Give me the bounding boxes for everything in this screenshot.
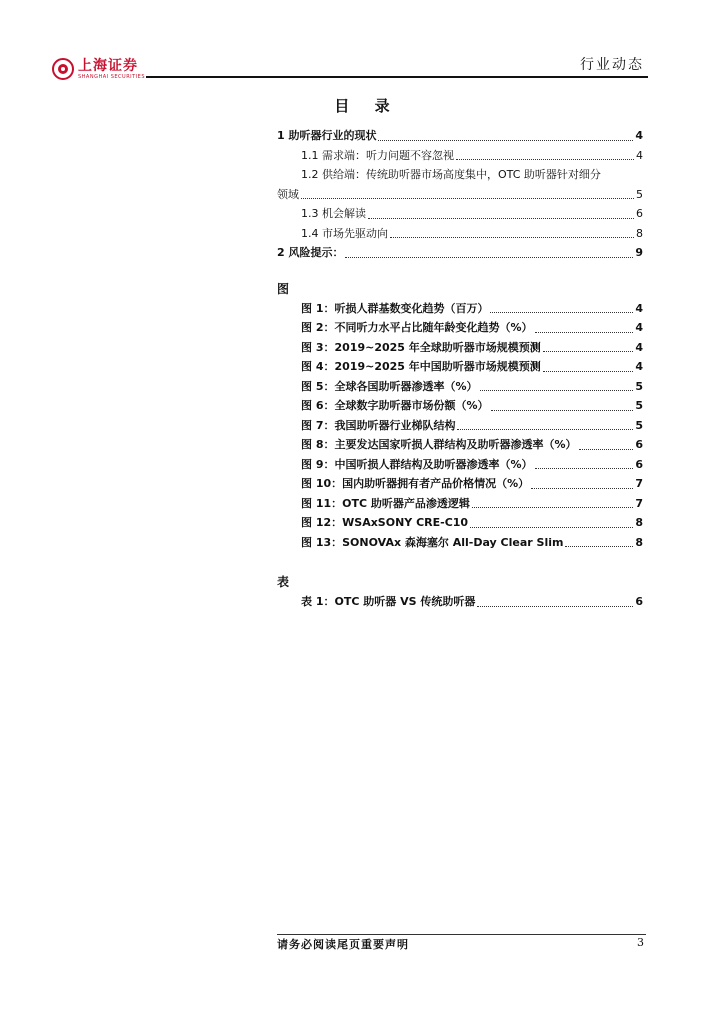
figure-entry-title: 图 12：WSAxSONY CRE-C10 [301, 516, 469, 529]
toc-entry-1-2[interactable] [277, 165, 643, 204]
figure-entry-title: 图 13：SONOVAx 森海塞尔 All-Day Clear Slim [301, 535, 564, 549]
toc-entry-title-line1: 1.2 供给端：传统助听器市场高度集中，OTC 助听器针对细分 [301, 168, 601, 181]
toc-entry-title: 2 风险提示： [277, 246, 344, 259]
dot-leader [378, 139, 633, 141]
dot-leader [491, 409, 634, 411]
figure-entry-title: 图 2：不同听力水平占比随年龄变化趋势（%） [301, 321, 533, 334]
dot-leader [456, 158, 634, 160]
dot-leader [368, 217, 634, 219]
toc-entry-1-3[interactable] [277, 204, 643, 224]
dot-leader [480, 389, 634, 391]
figure-entry-12[interactable] [277, 513, 643, 533]
toc-entry-page: 4 [636, 148, 643, 162]
dot-leader [565, 545, 633, 547]
dot-leader [477, 605, 633, 607]
figure-entry-page: 7 [635, 496, 643, 510]
dot-leader [472, 506, 633, 508]
toc-entry-1[interactable] [277, 126, 643, 146]
figure-entry-title: 图 3：2019~2025 年全球助听器市场规模预测 [301, 340, 541, 354]
figure-entry-page: 6 [635, 438, 643, 451]
dot-leader [535, 331, 634, 333]
tables-heading: 表 [277, 575, 290, 589]
toc-entry-1-1[interactable] [277, 146, 643, 166]
figure-entry-page: 5 [635, 418, 643, 432]
company-logo [52, 56, 145, 82]
footer-divider [277, 934, 646, 935]
toc-entry-title: 1 助听器行业的现状 [277, 129, 377, 142]
toc-entry-page: 4 [635, 129, 643, 142]
dot-leader [490, 311, 633, 313]
toc-entry-title: 1.1 需求端：听力问题不容忽视 [301, 148, 454, 162]
figures-heading: 图 [277, 281, 290, 296]
figure-entry-page: 8 [635, 516, 643, 529]
toc-entry-page: 6 [636, 207, 643, 220]
figure-entry-7[interactable] [277, 416, 643, 436]
figure-entry-page: 7 [635, 477, 643, 490]
company-name-en: SHANGHAI SECURITIES [78, 73, 146, 80]
figure-entry-5[interactable] [277, 377, 643, 397]
toc-entry-title: 1.4 市场先驱动向 [301, 226, 388, 240]
toc-entry-page: 8 [636, 226, 643, 240]
dot-leader [345, 256, 633, 258]
figure-entry-page: 8 [635, 535, 643, 549]
figure-entry-title: 图 7：我国助听器行业梯队结构 [301, 418, 456, 432]
figure-entry-3[interactable] [277, 338, 643, 358]
figure-entry-9[interactable] [277, 455, 643, 475]
company-name-cn: 上海证券 [78, 57, 138, 74]
table-entry-page: 6 [635, 595, 643, 608]
dot-leader [543, 350, 634, 352]
toc-entry-title-line2: 领域 [277, 187, 299, 201]
company-logo-text [78, 59, 145, 80]
company-logo-icon [52, 58, 74, 80]
toc-entry-1-4[interactable] [277, 224, 643, 244]
dot-leader [535, 467, 634, 469]
toc-entry-page: 9 [635, 246, 643, 259]
figure-entry-page: 4 [635, 301, 643, 315]
table-of-contents [277, 126, 643, 612]
figure-entry-page: 5 [635, 379, 643, 393]
toc-entry-2[interactable] [277, 243, 643, 263]
figure-entry-13[interactable] [277, 533, 643, 553]
figure-entry-title: 图 9：中国听损人群结构及助听器渗透率（%） [301, 457, 533, 471]
figure-entry-6[interactable] [277, 396, 643, 416]
figure-entry-8[interactable] [277, 435, 643, 455]
dot-leader [470, 526, 633, 528]
page-number: 3 [637, 936, 644, 949]
table-entry-title: 表 1：OTC 助听器 VS 传统助听器 [301, 595, 476, 608]
figure-entry-title: 图 11：OTC 助听器产品渗透逻辑 [301, 496, 470, 510]
figure-entry-title: 图 4：2019~2025 年中国助听器市场规模预测 [301, 360, 541, 373]
dot-leader [390, 236, 634, 238]
toc-entry-page: 5 [636, 187, 643, 201]
figure-entry-4[interactable] [277, 357, 643, 377]
dot-leader [579, 448, 634, 450]
figure-entry-title: 图 5：全球各国助听器渗透率（%） [301, 379, 478, 393]
toc-title: 目 录 [334, 97, 400, 115]
figure-entry-page: 6 [635, 457, 643, 471]
dot-leader [301, 197, 634, 199]
figure-entry-2[interactable] [277, 318, 643, 338]
figure-entry-page: 5 [635, 399, 643, 412]
dot-leader [543, 370, 634, 372]
figure-entry-page: 4 [635, 340, 643, 354]
toc-entry-title: 1.3 机会解读 [301, 207, 366, 220]
figure-entry-page: 4 [635, 321, 643, 334]
figure-entry-title: 图 8：主要发达国家听损人群结构及助听器渗透率（%） [301, 438, 577, 451]
toc-entry-line2 [277, 185, 643, 205]
figure-entry-title: 图 1：听损人群基数变化趋势（百万） [301, 301, 489, 315]
figure-entry-11[interactable] [277, 494, 643, 514]
table-entry-1[interactable] [277, 592, 643, 612]
figure-entry-1[interactable] [277, 299, 643, 319]
figure-entry-10[interactable] [277, 474, 643, 494]
figure-entry-title: 图 6：全球数字助听器市场份额（%） [301, 399, 489, 412]
figure-entry-title: 图 10：国内助听器拥有者产品价格情况（%） [301, 477, 530, 490]
disclaimer-note: 请务必阅读尾页重要声明 [277, 938, 409, 951]
figure-entry-page: 4 [635, 360, 643, 373]
header-divider [146, 76, 648, 78]
dot-leader [531, 487, 633, 489]
document-type: 行业动态 [580, 57, 644, 73]
dot-leader [457, 428, 633, 430]
